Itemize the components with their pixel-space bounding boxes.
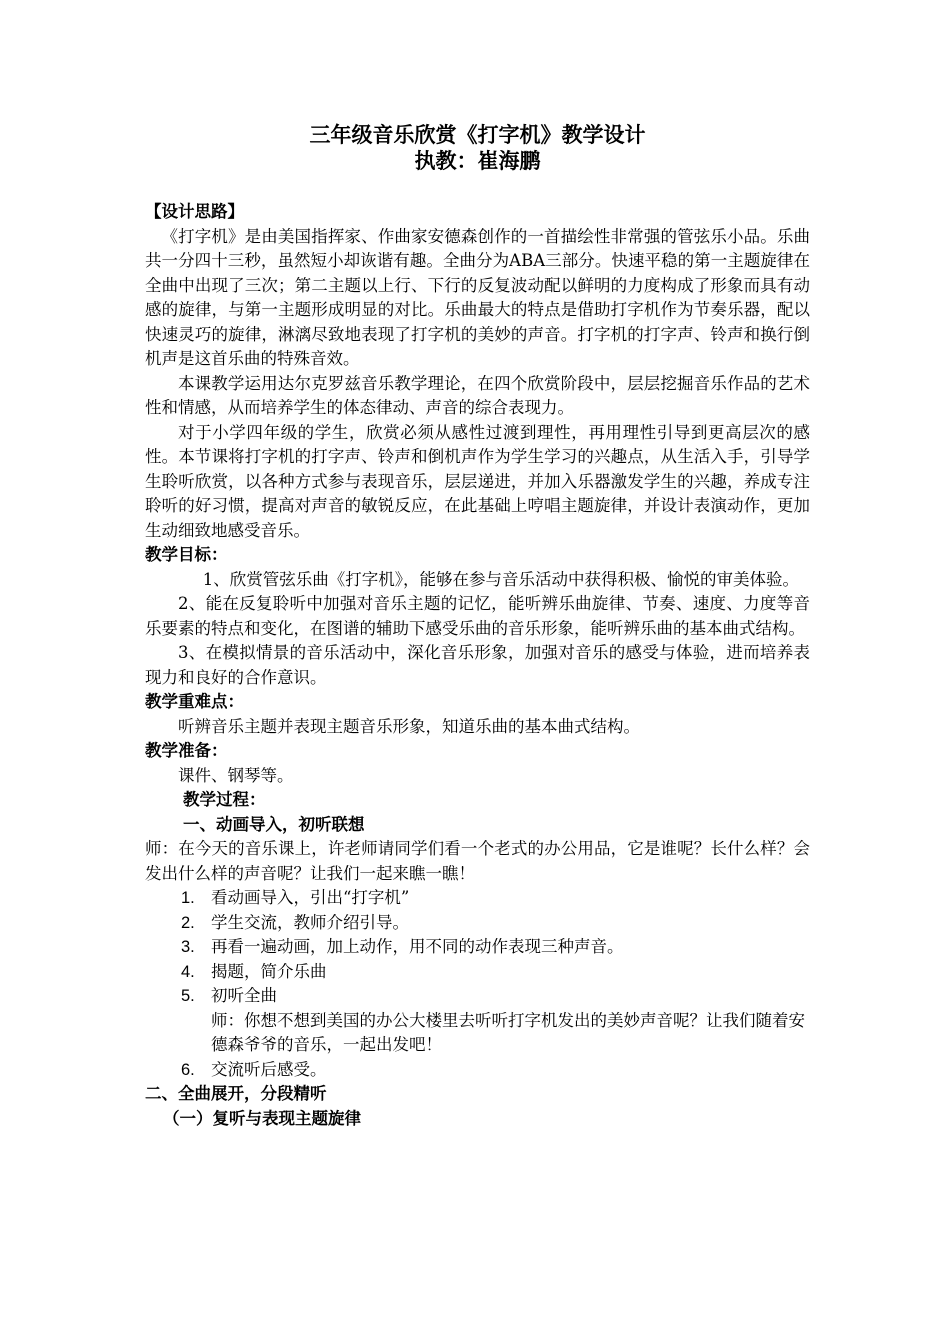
list-text: 学生交流，教师介绍引导。 (211, 912, 409, 932)
design-paragraph-3: 对于小学四年级的学生，欣赏必须从感性过渡到理性，再用理性引导到更高层次的感性。本节课将打字机的打字声、铃声和倒机声作为学生学习的兴趣点，从生活入手，引导学生聆听欣赏，以各种方式参与表现音乐，层层递进，并加入乐器激发学生的兴趣，养成专注聆听的好习惯，提高对声音的敏锐反应，在此基础上哼唱主题旋律，并设计表演动作，更加生动细致地感受音乐。 (145, 422, 810, 540)
goal-2: 2、能在反复聆听中加强对音乐主题的记忆，能听辨乐曲旋律、节奏、速度、力度等音乐要素的特点和变化，在图谱的辅助下感受乐曲的音乐形象，能听辨乐曲的基本曲式结构。 (145, 594, 810, 638)
list-item (145, 886, 810, 911)
design-heading: 【设计思路】 (145, 202, 244, 221)
list-number: 5. (181, 987, 195, 1005)
list-text: 再看一遍动画，加上动作，用不同的动作表现三种声音。 (211, 937, 624, 956)
goal-3: 3、在模拟情景的音乐活动中，深化音乐形象，加强对音乐的感受与体验，进而培养表现力和良好的合作意识。 (145, 643, 810, 687)
list-item (145, 1058, 810, 1083)
list-text: 看动画导入，引出“打字机” (211, 888, 410, 907)
document-title: 三年级音乐欣赏《打字机》教学设计 (309, 122, 646, 147)
preparation-text: 课件、钢琴等。 (178, 765, 294, 785)
list-number: 4. (181, 962, 195, 981)
list-number: 3. (181, 938, 195, 956)
goal-1: 1、欣赏管弦乐曲《打字机》，能够在参与音乐活动中获得积极、愉悦的审美体验。 (202, 569, 799, 589)
step1-heading: 一、动画导入，初听联想 (182, 814, 365, 834)
step1-list (145, 886, 810, 1009)
key-points-heading: 教学重难点： (145, 692, 244, 711)
list-text: 交流听后感受。 (211, 1059, 327, 1079)
document-subtitle: 执教：崔海鹏 (414, 148, 541, 173)
list-number: 2. (181, 913, 195, 932)
step1-intro: 师：在今天的音乐课上，许老师请同学们看一个老式的办公用品，它是谁呢？长什么样？会发出什么样的声音呢？让我们一起来瞧一瞧！ (145, 839, 810, 883)
step1-list-continued (145, 1058, 810, 1083)
process-heading: 教学过程： (182, 790, 266, 809)
list-item (145, 984, 810, 1009)
list-text: 初听全曲 (211, 986, 277, 1005)
list-text: 揭题，简介乐曲 (211, 961, 327, 981)
list-item-5-detail: 师：你想不想到美国的办公大楼里去听听打字机发出的美妙声音呢？让我们随着安德森爷爷的音乐，一起出发吧！ (211, 1010, 805, 1054)
key-points-text: 听辨音乐主题并表现主题音乐形象，知道乐曲的基本曲式结构。 (178, 716, 640, 736)
list-item (145, 911, 810, 936)
list-number: 6. (181, 1060, 195, 1079)
list-item (145, 935, 810, 960)
step2-heading: 二、全曲展开，分段精听 (145, 1084, 327, 1103)
step2-subheading: （一）复听与表现主题旋律 (163, 1108, 361, 1128)
goals-heading: 教学目标： (145, 545, 228, 564)
document-page (145, 122, 810, 1131)
list-item (145, 960, 810, 985)
design-paragraph-1: 《打字机》是由美国指挥家、作曲家安德森创作的一首描绘性非常强的管弦乐小品。乐曲共一分四十三秒，虽然短小却诙谐有趣。全曲分为ABA三部分。快速平稳的第一主题旋律在全曲中出现了三次；第二主题以上行、下行的反复波动配以鲜明的力度构成了形象而具有动感的旋律，与第一主题形成明显的对比。乐曲最大的特点是借助打字机作为节奏乐器，配以快速灵巧的旋律，淋漓尽致地表现了打字机的美妙的声音。打字机的打字声、铃声和换行倒机声是这首乐曲的特殊音效。 (145, 226, 810, 368)
design-paragraph-2: 本课教学运用达尔克罗兹音乐教学理论，在四个欣赏阶段中，层层挖掘音乐作品的艺术性和情感，从而培养学生的体态律动、声音的综合表现力。 (145, 373, 810, 417)
preparation-heading: 教学准备： (145, 741, 228, 760)
list-number: 1. (181, 889, 195, 907)
